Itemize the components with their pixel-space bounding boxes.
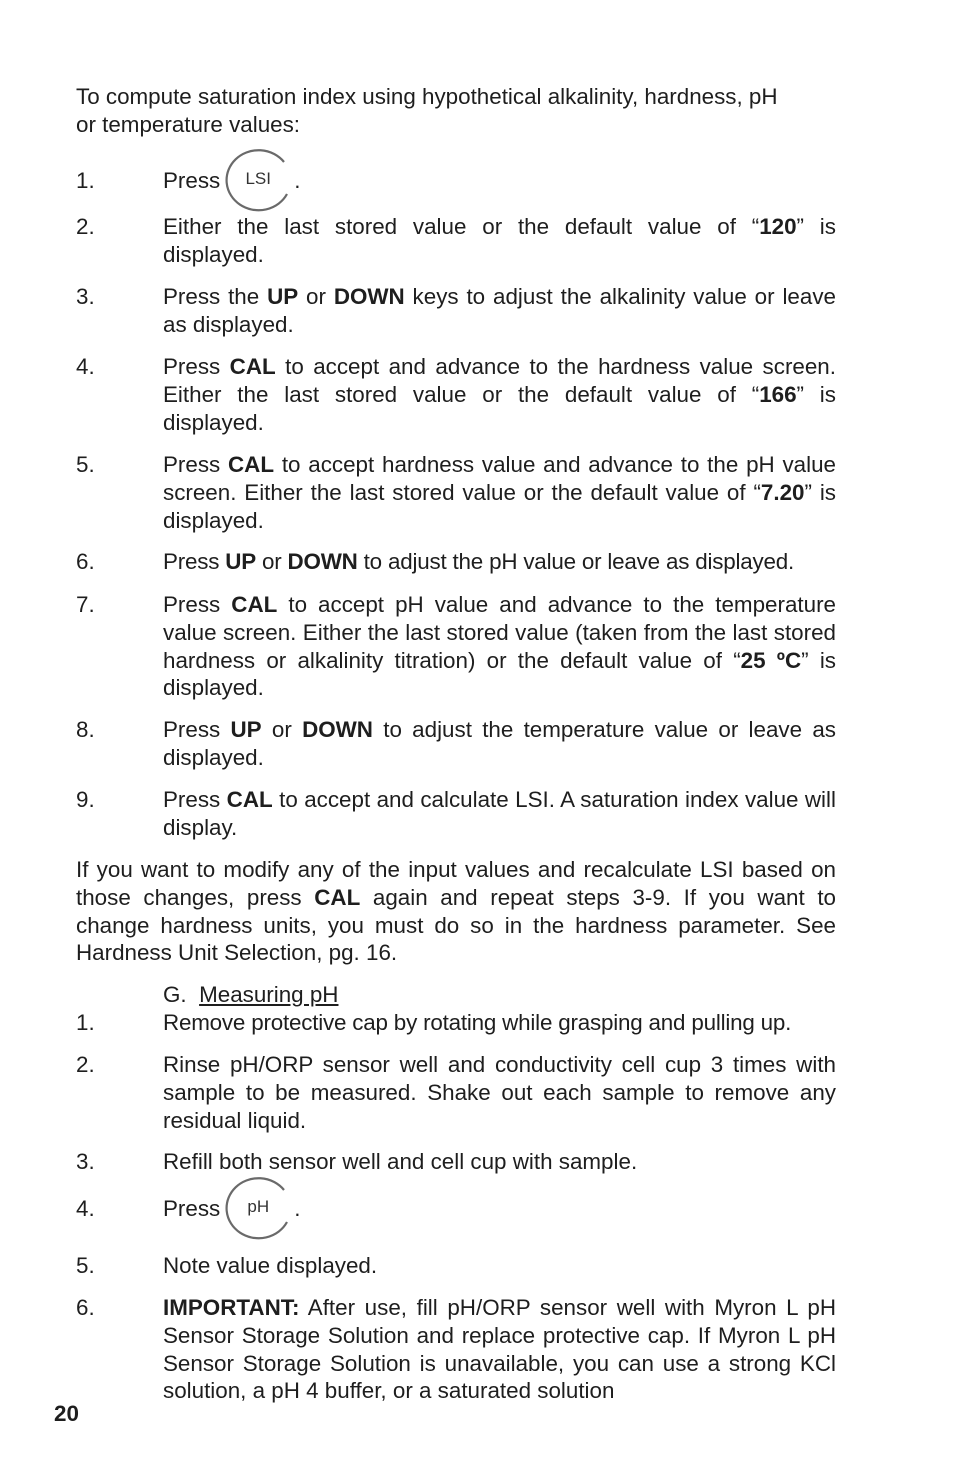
step-number: 7. xyxy=(76,592,95,617)
press-label: Press xyxy=(163,1196,221,1221)
step-number: 3. xyxy=(76,1149,95,1174)
step-text: Remove protective cap by rotating while grasping and pulling up. xyxy=(163,1010,792,1035)
intro-paragraph xyxy=(76,83,836,139)
step-number: 2. xyxy=(76,214,95,239)
step-number: 4. xyxy=(76,354,95,379)
step-number: 8. xyxy=(76,717,95,742)
step-number: 5. xyxy=(76,452,95,477)
step-text: Refill both sensor well and cell cup with sample. xyxy=(163,1149,638,1174)
intro-line-2: or temperature values: xyxy=(76,111,301,137)
press-label: Press xyxy=(163,168,221,193)
section-title: Measuring pH xyxy=(199,982,339,1007)
section-letter: G. xyxy=(163,982,187,1007)
intro-line-1: To compute saturation index using hypothetical alkalinity, hardness, pH xyxy=(76,84,778,109)
step-text: IMPORTANT: After use, fill pH/ORP sensor well with Myron L pH Sensor Storage Solution and replace protective cap. If Myron L pH Sensor Storage Solution is unavailable, you can use a strong KCl solution, a pH 4 buffer, or a saturated solution xyxy=(163,1295,836,1404)
step-number: 4. xyxy=(76,1196,95,1221)
lsi-step-1 xyxy=(76,167,836,207)
period: . xyxy=(294,168,301,193)
ph-step-4 xyxy=(76,1195,836,1235)
step-number: 3. xyxy=(76,284,95,309)
step-text: Press CAL to accept hardness value and advance to the pH value screen. Either the last stored value or the default value of “7.20” is displayed. xyxy=(163,452,836,533)
step-text xyxy=(163,167,836,196)
step-number: 1. xyxy=(76,168,95,193)
step-number: 2. xyxy=(76,1052,95,1077)
step-text: Press CAL to accept and calculate LSI. A saturation index value will display. xyxy=(163,787,836,840)
step-number: 5. xyxy=(76,1253,95,1278)
important-label: IMPORTANT: xyxy=(163,1295,300,1320)
lsi-key-icon xyxy=(224,148,294,212)
modify-note-paragraph: If you want to modify any of the input values and recalculate LSI based on those changes, press CAL again and repeat steps 3-9. If you want to change hardness units, you must do so in the hardness parameter. See Hardness Unit Selection, pg. 16. xyxy=(76,857,836,966)
step-text: Press CAL to accept and advance to the hardness value screen. Either the last stored value or the default value of “166” is displayed. xyxy=(163,354,836,435)
lsi-key-label: LSI xyxy=(245,169,271,189)
step-text: Note value displayed. xyxy=(163,1253,378,1278)
step-number: 6. xyxy=(76,549,95,574)
period: . xyxy=(294,1196,301,1221)
step-number: 6. xyxy=(76,1295,95,1320)
step-number: 9. xyxy=(76,787,95,812)
step-text: Press CAL to accept pH value and advance to the temperature value screen. Either the last stored value (taken from the last stored hardness or alkalinity titration) or the default value of “25 ºC” is displayed. xyxy=(163,592,836,701)
ph-key-label: pH xyxy=(247,1197,270,1217)
step-text: Press the UP or DOWN keys to adjust the alkalinity value or leave as displayed. xyxy=(163,284,836,337)
section-heading xyxy=(163,981,763,1009)
step-text: Either the last stored value or the default value of “120” is displayed. xyxy=(163,214,836,267)
step-text: Press UP or DOWN to adjust the pH value or leave as displayed. xyxy=(163,549,795,574)
page-number: 20 xyxy=(54,1401,79,1426)
step-text: Press UP or DOWN to adjust the temperature value or leave as displayed. xyxy=(163,717,836,770)
ph-key-icon xyxy=(224,1176,294,1240)
step-number: 1. xyxy=(76,1010,95,1035)
step-text xyxy=(163,1195,836,1224)
step-text: Rinse pH/ORP sensor well and conductivity cell cup 3 times with sample to be measured. Shake out each sample to remove any residual liquid. xyxy=(163,1052,836,1133)
